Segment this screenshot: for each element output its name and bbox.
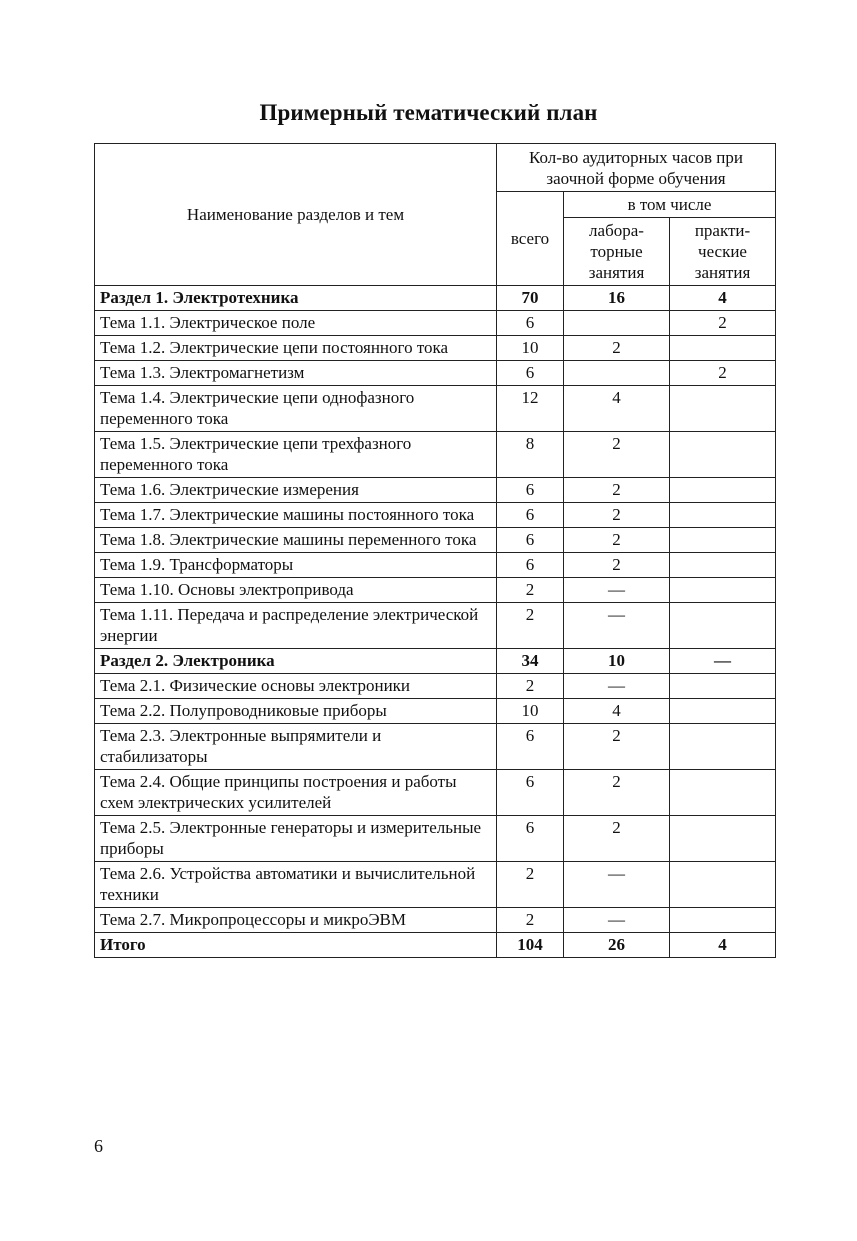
cell-total: 6 — [497, 770, 564, 816]
cell-total: 2 — [497, 862, 564, 908]
table-row — [95, 478, 776, 503]
cell-name: Тема 2.3. Электронные выпрямители и стабилизаторы — [95, 724, 497, 770]
table-row — [95, 503, 776, 528]
cell-name: Раздел 1. Электротехника — [95, 286, 497, 311]
cell-practical — [670, 336, 776, 361]
cell-practical — [670, 674, 776, 699]
cell-name: Тема 2.5. Электронные генераторы и измерительные приборы — [95, 816, 497, 862]
table-row — [95, 528, 776, 553]
cell-practical — [670, 724, 776, 770]
cell-lab: 4 — [564, 699, 670, 724]
cell-name: Тема 1.8. Электрические машины переменного тока — [95, 528, 497, 553]
cell-total: 10 — [497, 699, 564, 724]
cell-total: 6 — [497, 724, 564, 770]
cell-practical — [670, 503, 776, 528]
cell-lab — [564, 361, 670, 386]
column-header-lab: лабора- торные занятия — [564, 218, 670, 286]
cell-lab: — — [564, 603, 670, 649]
cell-name: Итого — [95, 933, 497, 958]
cell-practical — [670, 386, 776, 432]
cell-total: 34 — [497, 649, 564, 674]
table-row — [95, 386, 776, 432]
cell-practical — [670, 478, 776, 503]
cell-lab: 16 — [564, 286, 670, 311]
cell-total: 10 — [497, 336, 564, 361]
cell-practical — [670, 553, 776, 578]
table-row — [95, 699, 776, 724]
table-row — [95, 311, 776, 336]
cell-name: Тема 1.10. Основы электропривода — [95, 578, 497, 603]
cell-lab: 10 — [564, 649, 670, 674]
cell-lab: 2 — [564, 503, 670, 528]
table-row — [95, 336, 776, 361]
cell-lab: 4 — [564, 386, 670, 432]
table-row — [95, 674, 776, 699]
cell-name: Тема 1.2. Электрические цепи постоянного тока — [95, 336, 497, 361]
table-section-row — [95, 649, 776, 674]
column-header-name: Наименование разделов и тем — [95, 144, 497, 286]
cell-name: Тема 2.7. Микропроцессоры и микроЭВМ — [95, 908, 497, 933]
cell-name: Раздел 2. Электроника — [95, 649, 497, 674]
table-row — [95, 816, 776, 862]
cell-lab: 2 — [564, 816, 670, 862]
cell-total: 6 — [497, 361, 564, 386]
cell-practical: — — [670, 649, 776, 674]
cell-practical — [670, 908, 776, 933]
column-header-hours: Кол-во аудиторных часов при заочной форме обучения — [497, 144, 776, 192]
cell-practical — [670, 862, 776, 908]
cell-name: Тема 2.6. Устройства автоматики и вычислительной техники — [95, 862, 497, 908]
table-row — [95, 908, 776, 933]
cell-practical: 2 — [670, 311, 776, 336]
cell-total: 6 — [497, 553, 564, 578]
cell-name: Тема 1.7. Электрические машины постоянного тока — [95, 503, 497, 528]
table-row — [95, 553, 776, 578]
cell-practical — [670, 699, 776, 724]
table-row — [95, 724, 776, 770]
column-header-practical: практи- ческие занятия — [670, 218, 776, 286]
cell-name: Тема 1.5. Электрические цепи трехфазного переменного тока — [95, 432, 497, 478]
cell-lab: — — [564, 862, 670, 908]
cell-lab — [564, 311, 670, 336]
page-title: Примерный тематический план — [259, 100, 598, 125]
cell-total: 70 — [497, 286, 564, 311]
cell-total: 6 — [497, 311, 564, 336]
cell-total: 2 — [497, 908, 564, 933]
cell-name: Тема 1.6. Электрические измерения — [95, 478, 497, 503]
cell-name: Тема 1.4. Электрические цепи однофазного переменного тока — [95, 386, 497, 432]
table-body — [95, 286, 776, 958]
cell-practical: 4 — [670, 286, 776, 311]
cell-practical — [670, 528, 776, 553]
table-section-row — [95, 286, 776, 311]
cell-lab: 2 — [564, 553, 670, 578]
cell-name: Тема 2.1. Физические основы электроники — [95, 674, 497, 699]
cell-total: 104 — [497, 933, 564, 958]
cell-lab: — — [564, 674, 670, 699]
cell-total: 2 — [497, 603, 564, 649]
cell-practical — [670, 432, 776, 478]
cell-name: Тема 2.2. Полупроводниковые приборы — [95, 699, 497, 724]
cell-lab: — — [564, 908, 670, 933]
cell-lab: 2 — [564, 770, 670, 816]
cell-total: 2 — [497, 578, 564, 603]
cell-name: Тема 1.1. Электрическое поле — [95, 311, 497, 336]
table-row — [95, 361, 776, 386]
column-header-including: в том числе — [564, 192, 776, 218]
cell-lab: — — [564, 578, 670, 603]
thematic-plan-table — [94, 143, 776, 958]
cell-name: Тема 1.11. Передача и распределение электрической энергии — [95, 603, 497, 649]
cell-name: Тема 1.3. Электромагнетизм — [95, 361, 497, 386]
cell-name: Тема 1.9. Трансформаторы — [95, 553, 497, 578]
cell-practical: 4 — [670, 933, 776, 958]
cell-practical: 2 — [670, 361, 776, 386]
table-row — [95, 432, 776, 478]
cell-practical — [670, 770, 776, 816]
table-row — [95, 862, 776, 908]
table-section-row — [95, 933, 776, 958]
cell-name: Тема 2.4. Общие принципы построения и работы схем электрических усилителей — [95, 770, 497, 816]
column-header-total: всего — [497, 192, 564, 286]
cell-lab: 26 — [564, 933, 670, 958]
cell-total: 8 — [497, 432, 564, 478]
cell-total: 6 — [497, 528, 564, 553]
table-row — [95, 770, 776, 816]
cell-total: 12 — [497, 386, 564, 432]
cell-total: 2 — [497, 674, 564, 699]
cell-practical — [670, 816, 776, 862]
cell-lab: 2 — [564, 336, 670, 361]
cell-total: 6 — [497, 816, 564, 862]
page-number: 6 — [94, 1136, 103, 1156]
cell-lab: 2 — [564, 432, 670, 478]
table-row — [95, 578, 776, 603]
cell-total: 6 — [497, 503, 564, 528]
cell-practical — [670, 603, 776, 649]
cell-lab: 2 — [564, 478, 670, 503]
cell-total: 6 — [497, 478, 564, 503]
table-row — [95, 603, 776, 649]
cell-practical — [670, 578, 776, 603]
cell-lab: 2 — [564, 724, 670, 770]
cell-lab: 2 — [564, 528, 670, 553]
